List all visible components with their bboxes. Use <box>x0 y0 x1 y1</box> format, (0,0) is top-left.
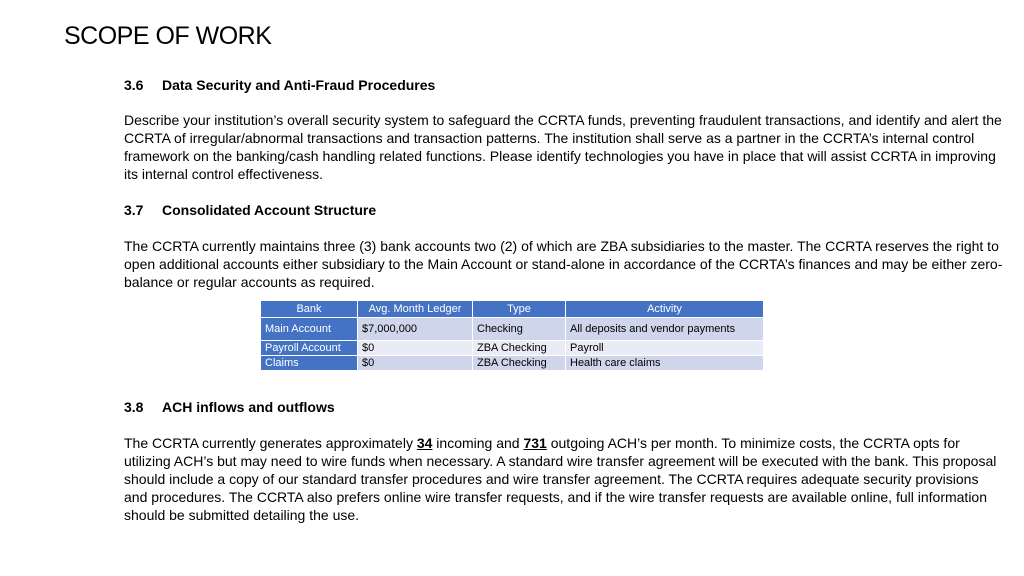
cell-activity: Health care claims <box>566 356 764 371</box>
cell-bank: Claims <box>261 356 358 371</box>
cell-ledger: $0 <box>358 341 473 356</box>
incoming-ach-count: 34 <box>416 435 433 451</box>
cell-type: Checking <box>473 318 566 341</box>
section-title: Data Security and Anti-Fraud Procedures <box>162 77 436 93</box>
col-header-activity: Activity <box>566 301 764 318</box>
col-header-bank: Bank <box>261 301 358 318</box>
outgoing-ach-count: 731 <box>523 435 547 451</box>
cell-ledger: $7,000,000 <box>358 318 473 341</box>
page-title: SCOPE OF WORK <box>64 22 272 50</box>
cell-type: ZBA Checking <box>473 356 566 371</box>
body-text: incoming and <box>432 435 524 451</box>
cell-ledger: $0 <box>358 356 473 371</box>
body-text: outgoing ACH’s per month. To minimize costs, the CCRTA opts for utilizing ACH’s but may need to wire funds when necessary. A standard wire transfer agreement will be executed with the bank. This proposal should include a copy of our standard transfer procedures and wire transfer agreement. The CCRTA requires adequate security provisions and procedures. The CCRTA also prefers online wire transfer requests, and if the wire transfer requests are available online, full information should be submitted detailing the use. <box>124 435 997 523</box>
cell-activity: Payroll <box>566 341 764 356</box>
col-header-type: Type <box>473 301 566 318</box>
section-title: ACH inflows and outflows <box>162 399 335 415</box>
cell-bank: Payroll Account <box>261 341 358 356</box>
cell-type: ZBA Checking <box>473 341 566 356</box>
table-header-row <box>261 301 764 318</box>
cell-bank: Main Account <box>261 318 358 341</box>
section-body-3-7: The CCRTA currently maintains three (3) bank accounts two (2) of which are ZBA subsidiaries to the master. The CCRTA reserves the right to open additional accounts either subsidiary to the Main Account or stand-alone in accordance of the CCRTA’s finances and may be either zero-balance or regular accounts as required. <box>124 238 1003 290</box>
section-body-3-6: Describe your institution’s overall security system to safeguard the CCRTA funds, preventing fraudulent transactions, and identify and alert the CCRTA of irregular/abnormal transactions and transaction patterns. The institution shall serve as a partner in the CCRTA’s internal control framework on the banking/cash handling related functions. Please identify technologies you have in place that will assist CCRTA in improving its internal control effectiveness. <box>124 112 1002 182</box>
cell-activity: All deposits and vendor payments <box>566 318 764 341</box>
table-row <box>261 356 764 371</box>
table-row <box>261 318 764 341</box>
col-header-ledger: Avg. Month Ledger <box>358 301 473 318</box>
body-text: The CCRTA currently generates approximately <box>124 435 417 451</box>
table-row <box>261 341 764 356</box>
section-body-3-8 <box>124 434 1004 524</box>
accounts-table <box>260 300 764 371</box>
section-title: Consolidated Account Structure <box>162 202 377 218</box>
section-number: 3.7 <box>124 202 144 218</box>
section-heading-3-7 <box>124 202 376 218</box>
section-number: 3.8 <box>124 399 144 415</box>
section-number: 3.6 <box>124 77 144 93</box>
section-heading-3-8 <box>124 399 335 415</box>
section-heading-3-6 <box>124 77 435 93</box>
